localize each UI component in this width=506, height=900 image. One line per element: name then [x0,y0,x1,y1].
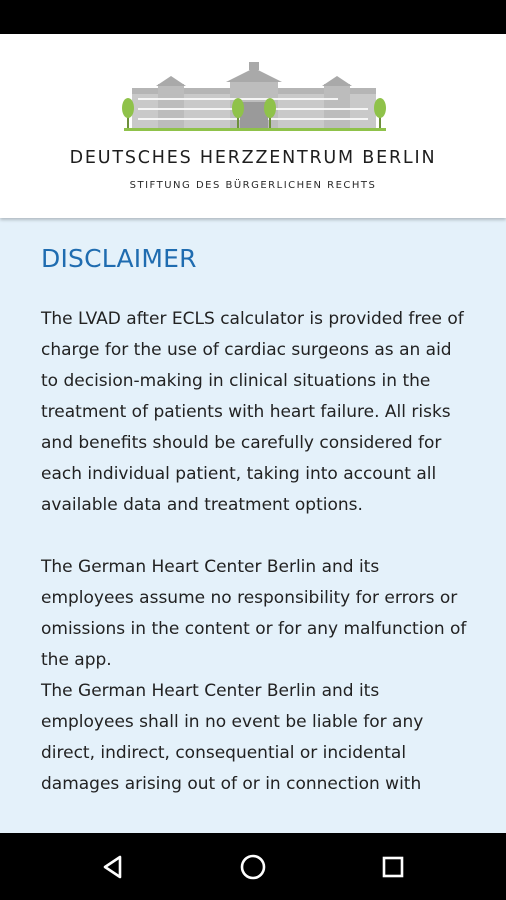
disclaimer-paragraph: The German Heart Center Berlin and its employees assume no responsibility for errors or omissions in the content or for any malfunction of the app. [41,557,467,670]
navigation-bar [0,833,506,900]
app-header [0,34,506,218]
disclaimer-body [41,304,471,800]
back-button[interactable] [73,833,153,900]
recents-square-icon [380,854,406,880]
disclaimer-paragraph: The LVAD after ECLS calculator is provided free of charge for the use of cardiac surgeons as an aid to decision-making in clinical situations in the treatment of patients with heart failure. All risks and benefits should be carefully considered for each individual patient, taking into account all available data and treatment options. [41,309,464,515]
organization-subtitle: STIFTUNG DES BÜRGERLICHEN RECHTS [129,180,377,191]
disclaimer-paragraph: The German Heart Center Berlin and its employees shall in no event be liable for any direct, indirect, consequential or incidental damages arising out of or in connection with [41,681,424,794]
back-triangle-icon [100,854,126,880]
recents-button[interactable] [353,833,433,900]
home-circle-icon [239,853,267,881]
organization-name: DEUTSCHES HERZZENTRUM BERLIN [69,148,437,168]
status-bar [0,0,506,34]
home-button[interactable] [213,833,293,900]
disclaimer-title: DISCLAIMER [41,244,197,273]
building-logo-icon [118,62,390,136]
disclaimer-content[interactable] [0,218,506,833]
